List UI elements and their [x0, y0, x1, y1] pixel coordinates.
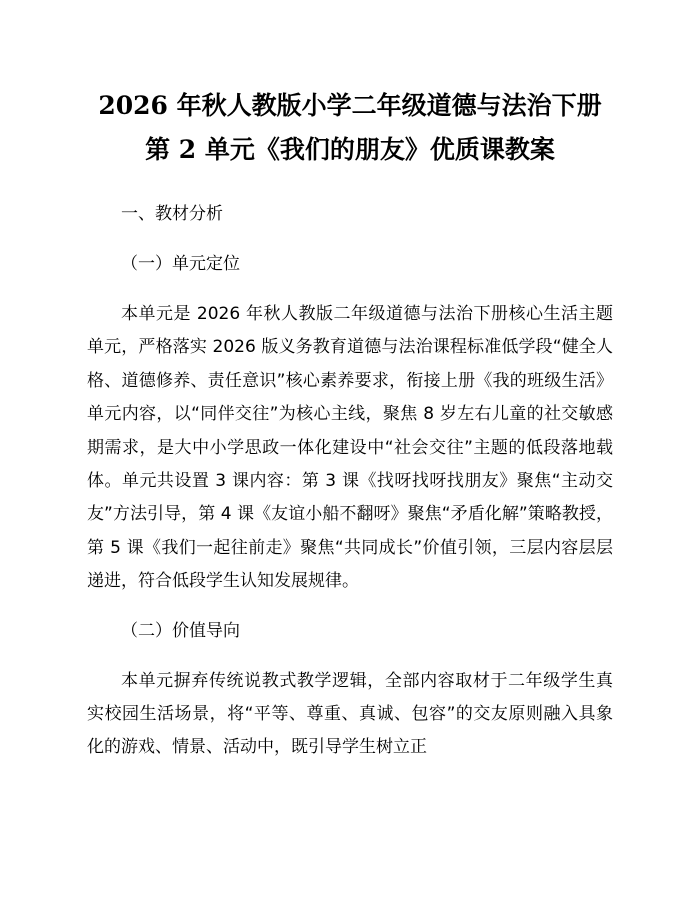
section-heading-textbook-analysis: 一、教材分析: [121, 204, 223, 224]
document-title: [87, 84, 613, 172]
title-line-1: 2026 年秋人教版小学二年级道德与法治下册: [98, 91, 602, 120]
paragraph-unit-positioning: 本单元是 2026 年秋人教版二年级道德与法治下册核心生活主题单元，严格落实 2026 版义务教育道德与法治课程标准低学段“健全人格、道德修养、责任意识”核心素养要求，衔接上册《我的班级生活》单元内容，以“同伴交往”为核心主线，聚焦 8 岁左右儿童的社交敏感期需求，是大中小学思政一体化建设中“社会交往”主题的低段落地载体。单元共设置 3 课内容：第 3 课《找呀找呀找朋友》聚焦“主动交友”方法引导，第 4 课《友谊小船不翻呀》聚焦“矛盾化解”策略教授，第 5 课《我们一起往前走》聚焦“共同成长”价值引领，三层内容层层递进，符合低段学生认知发展规律。: [87, 304, 613, 592]
paragraph-value-orientation: 本单元摒弃传统说教式教学逻辑，全部内容取材于二年级学生真实校园生活场景，将“平等、尊重、真诚、包容”的交友原则融入具象化的游戏、情景、活动中，既引导学生树立正: [87, 670, 613, 758]
subsection-heading-value-orientation: （二）价值导向: [121, 620, 240, 641]
title-line-2: 第 2 单元《我们的朋友》优质课教案: [145, 135, 555, 164]
subsection-heading-unit-positioning: （一）单元定位: [121, 254, 240, 274]
